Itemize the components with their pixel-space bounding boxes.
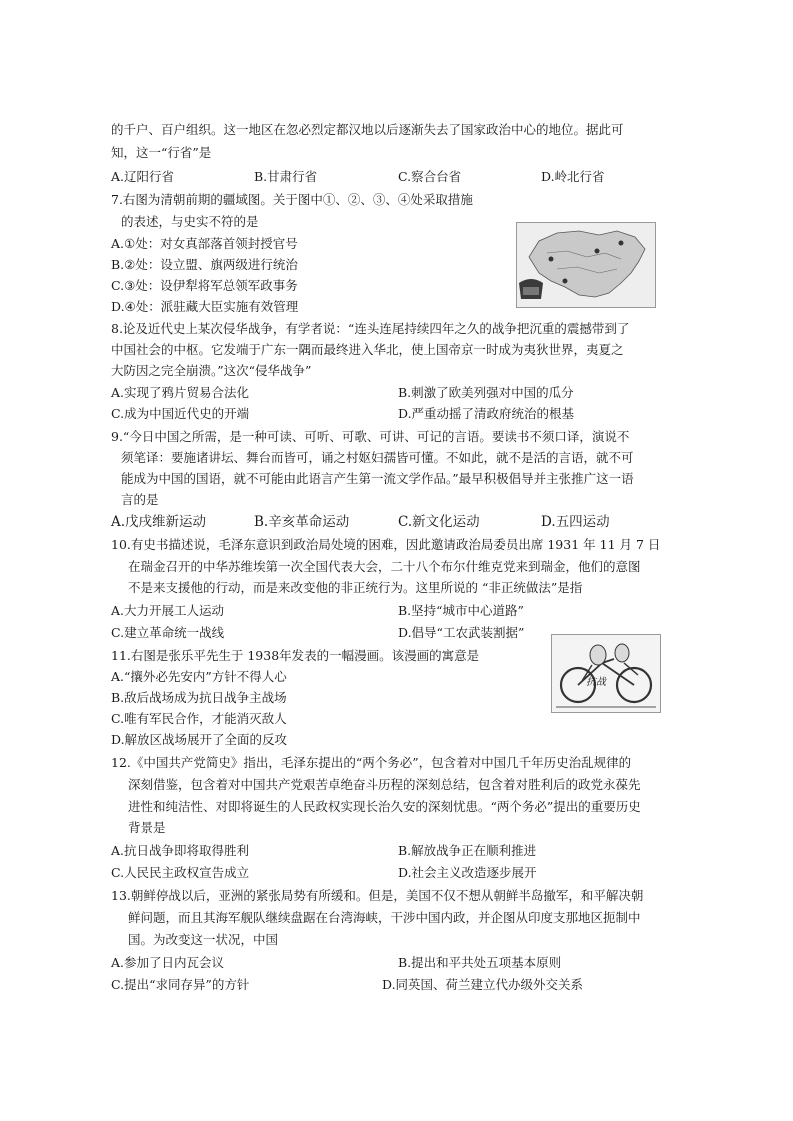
text-line: B.甘肃行省 <box>254 169 318 184</box>
text-line: 11.右图是张乐平先生于 1938年发表的一幅漫画。该漫画的寓意是 <box>111 648 480 663</box>
text-line: 国。为改变这一状况，中国 <box>128 932 279 947</box>
text-line: D.五四运动 <box>541 514 610 530</box>
text-line: 在瑞金召开的中华苏维埃第一次全国代表大会，二十八个布尔什维克党来到瑞金，他们的意图 <box>128 559 641 574</box>
text-line: A.大力开展工人运动 <box>111 603 225 618</box>
text-line: C.唯有军民合作，才能消灭敌人 <box>111 711 287 726</box>
text-line: 7.右图为清朝前期的疆域图。关于图中①、②、③、④处采取措施 <box>111 192 473 207</box>
text-line: 10.有史书描述说，毛泽东意识到政治局处境的困难，因此邀请政治局委员出席 1931 年 11 月 7 日 <box>111 537 661 552</box>
text-line: C.成为中国近代史的开端 <box>111 406 250 421</box>
text-line: 8.论及近代史上某次侵华战争，有学者说：“连头连尾持续四年之久的战争把沉重的震撼带到了 <box>111 321 630 336</box>
text-line: D.④处：派驻藏大臣实施有效管理 <box>111 299 299 314</box>
text-line: C.新文化运动 <box>398 514 480 530</box>
text-line: C.提出“求同存异”的方针 <box>111 977 250 992</box>
cartoon-image <box>552 635 660 712</box>
text-line: D.同英国、荷兰建立代办级外交关系 <box>382 977 584 992</box>
text-line: 深刻借鉴，包含着对中国共产党艰苦卓绝奋斗历程的深刻总结，包含着对胜利后的政党永葆先 <box>128 777 641 792</box>
text-line: B.②处：设立盟、旗两级进行统治 <box>111 257 298 272</box>
text-line: 中国社会的中枢。它发端于广东一隅而最终进入华北，使上国帝京一时成为夷狄世界，夷夏之 <box>111 342 624 357</box>
text-line: 能成为中国的国语，就不可能由此语言产生第一流文学作品。”最早积极倡导并主张推广这一语 <box>121 471 634 486</box>
text-line: 背景是 <box>128 820 166 835</box>
text-line: 言的是 <box>121 492 159 507</box>
cartoon-figure <box>551 634 661 713</box>
text-line: 13.朝鲜停战以后，亚洲的紧张局势有所缓和。但是，美国不仅不想从朝鲜半岛撤军，和平解决朝 <box>111 888 644 903</box>
text-line: B.解放战争正在顺利推进 <box>398 843 537 858</box>
text-line: A.“攘外必先安内”方针不得人心 <box>111 669 287 684</box>
text-line: C.③处：设伊犁将军总领军政事务 <box>111 278 298 293</box>
text-line: D.严重动摇了清政府统治的根基 <box>398 406 575 421</box>
text-line: B.刺激了欧美列强对中国的瓜分 <box>398 385 574 400</box>
text-line: B.坚持“城市中心道路” <box>398 603 524 618</box>
text-line: A.戊戌维新运动 <box>111 514 207 530</box>
text-line: C.察合台省 <box>398 169 462 184</box>
text-line: 进性和纯洁性、对即将诞生的人民政权实现长治久安的深刻忧患。“两个务必”提出的重要历史 <box>128 799 641 814</box>
text-line: 12.《中国共产党简史》指出，毛泽东提出的“两个务必”，包含着对中国几千年历史治乱规律的 <box>111 755 632 770</box>
text-line: A.实现了鸦片贸易合法化 <box>111 385 250 400</box>
text-line: A.辽阳行省 <box>111 169 175 184</box>
text-line: 须笔译：要施诸讲坛、舞台而皆可，诵之村妪妇孺皆可懂。不如此，就不是活的言语，就不可 <box>121 450 634 465</box>
text-line: A.参加了日内瓦会议 <box>111 955 225 970</box>
text-line: D.倡导“工农武装割据” <box>398 625 525 640</box>
text-line: D.岭北行省 <box>541 169 605 184</box>
text-line: B.辛亥革命运动 <box>254 514 350 530</box>
text-line: 鲜问题，而且其海军舰队继续盘踞在台湾海峡，干涉中国内政，并企图从印度支那地区扼制中 <box>128 910 641 925</box>
text-line: 的千户、百户组织。这一地区在忽必烈定都汉地以后逐渐失去了国家政治中心的地位。据此可 <box>111 122 624 137</box>
text-line: 知，这一“行省”是 <box>111 145 212 160</box>
map-image <box>517 223 655 307</box>
text-line: B.提出和平共处五项基本原则 <box>398 955 562 970</box>
text-line: 9.“今日中国之所需，是一种可读、可听、可歌、可讲、可记的言语。要读书不须口译，演说不 <box>111 429 630 444</box>
text-line: A.抗日战争即将取得胜利 <box>111 843 250 858</box>
text-line: A.①处：对女真部落首领封授官号 <box>111 236 298 251</box>
text-line: D.解放区战场展开了全面的反攻 <box>111 732 288 747</box>
text-line: C.人民民主政权宣告成立 <box>111 865 250 880</box>
text-line: D.社会主义改造逐步展开 <box>398 865 537 880</box>
text-line: C.建立革命统一战线 <box>111 625 225 640</box>
cartoon-label: 抗战 <box>586 677 606 688</box>
text-line: 不是来支援他的行动，而是来改变他的非正统行为。这里所说的 “非正统做法”是指 <box>128 580 583 595</box>
text-line: 的表述，与史实不符的是 <box>121 214 259 229</box>
text-line: 大防因之完全崩溃。”这次“侵华战争” <box>111 363 312 378</box>
qing-territory-map-figure <box>516 222 656 308</box>
text-line: B.敌后战场成为抗日战争主战场 <box>111 690 287 705</box>
